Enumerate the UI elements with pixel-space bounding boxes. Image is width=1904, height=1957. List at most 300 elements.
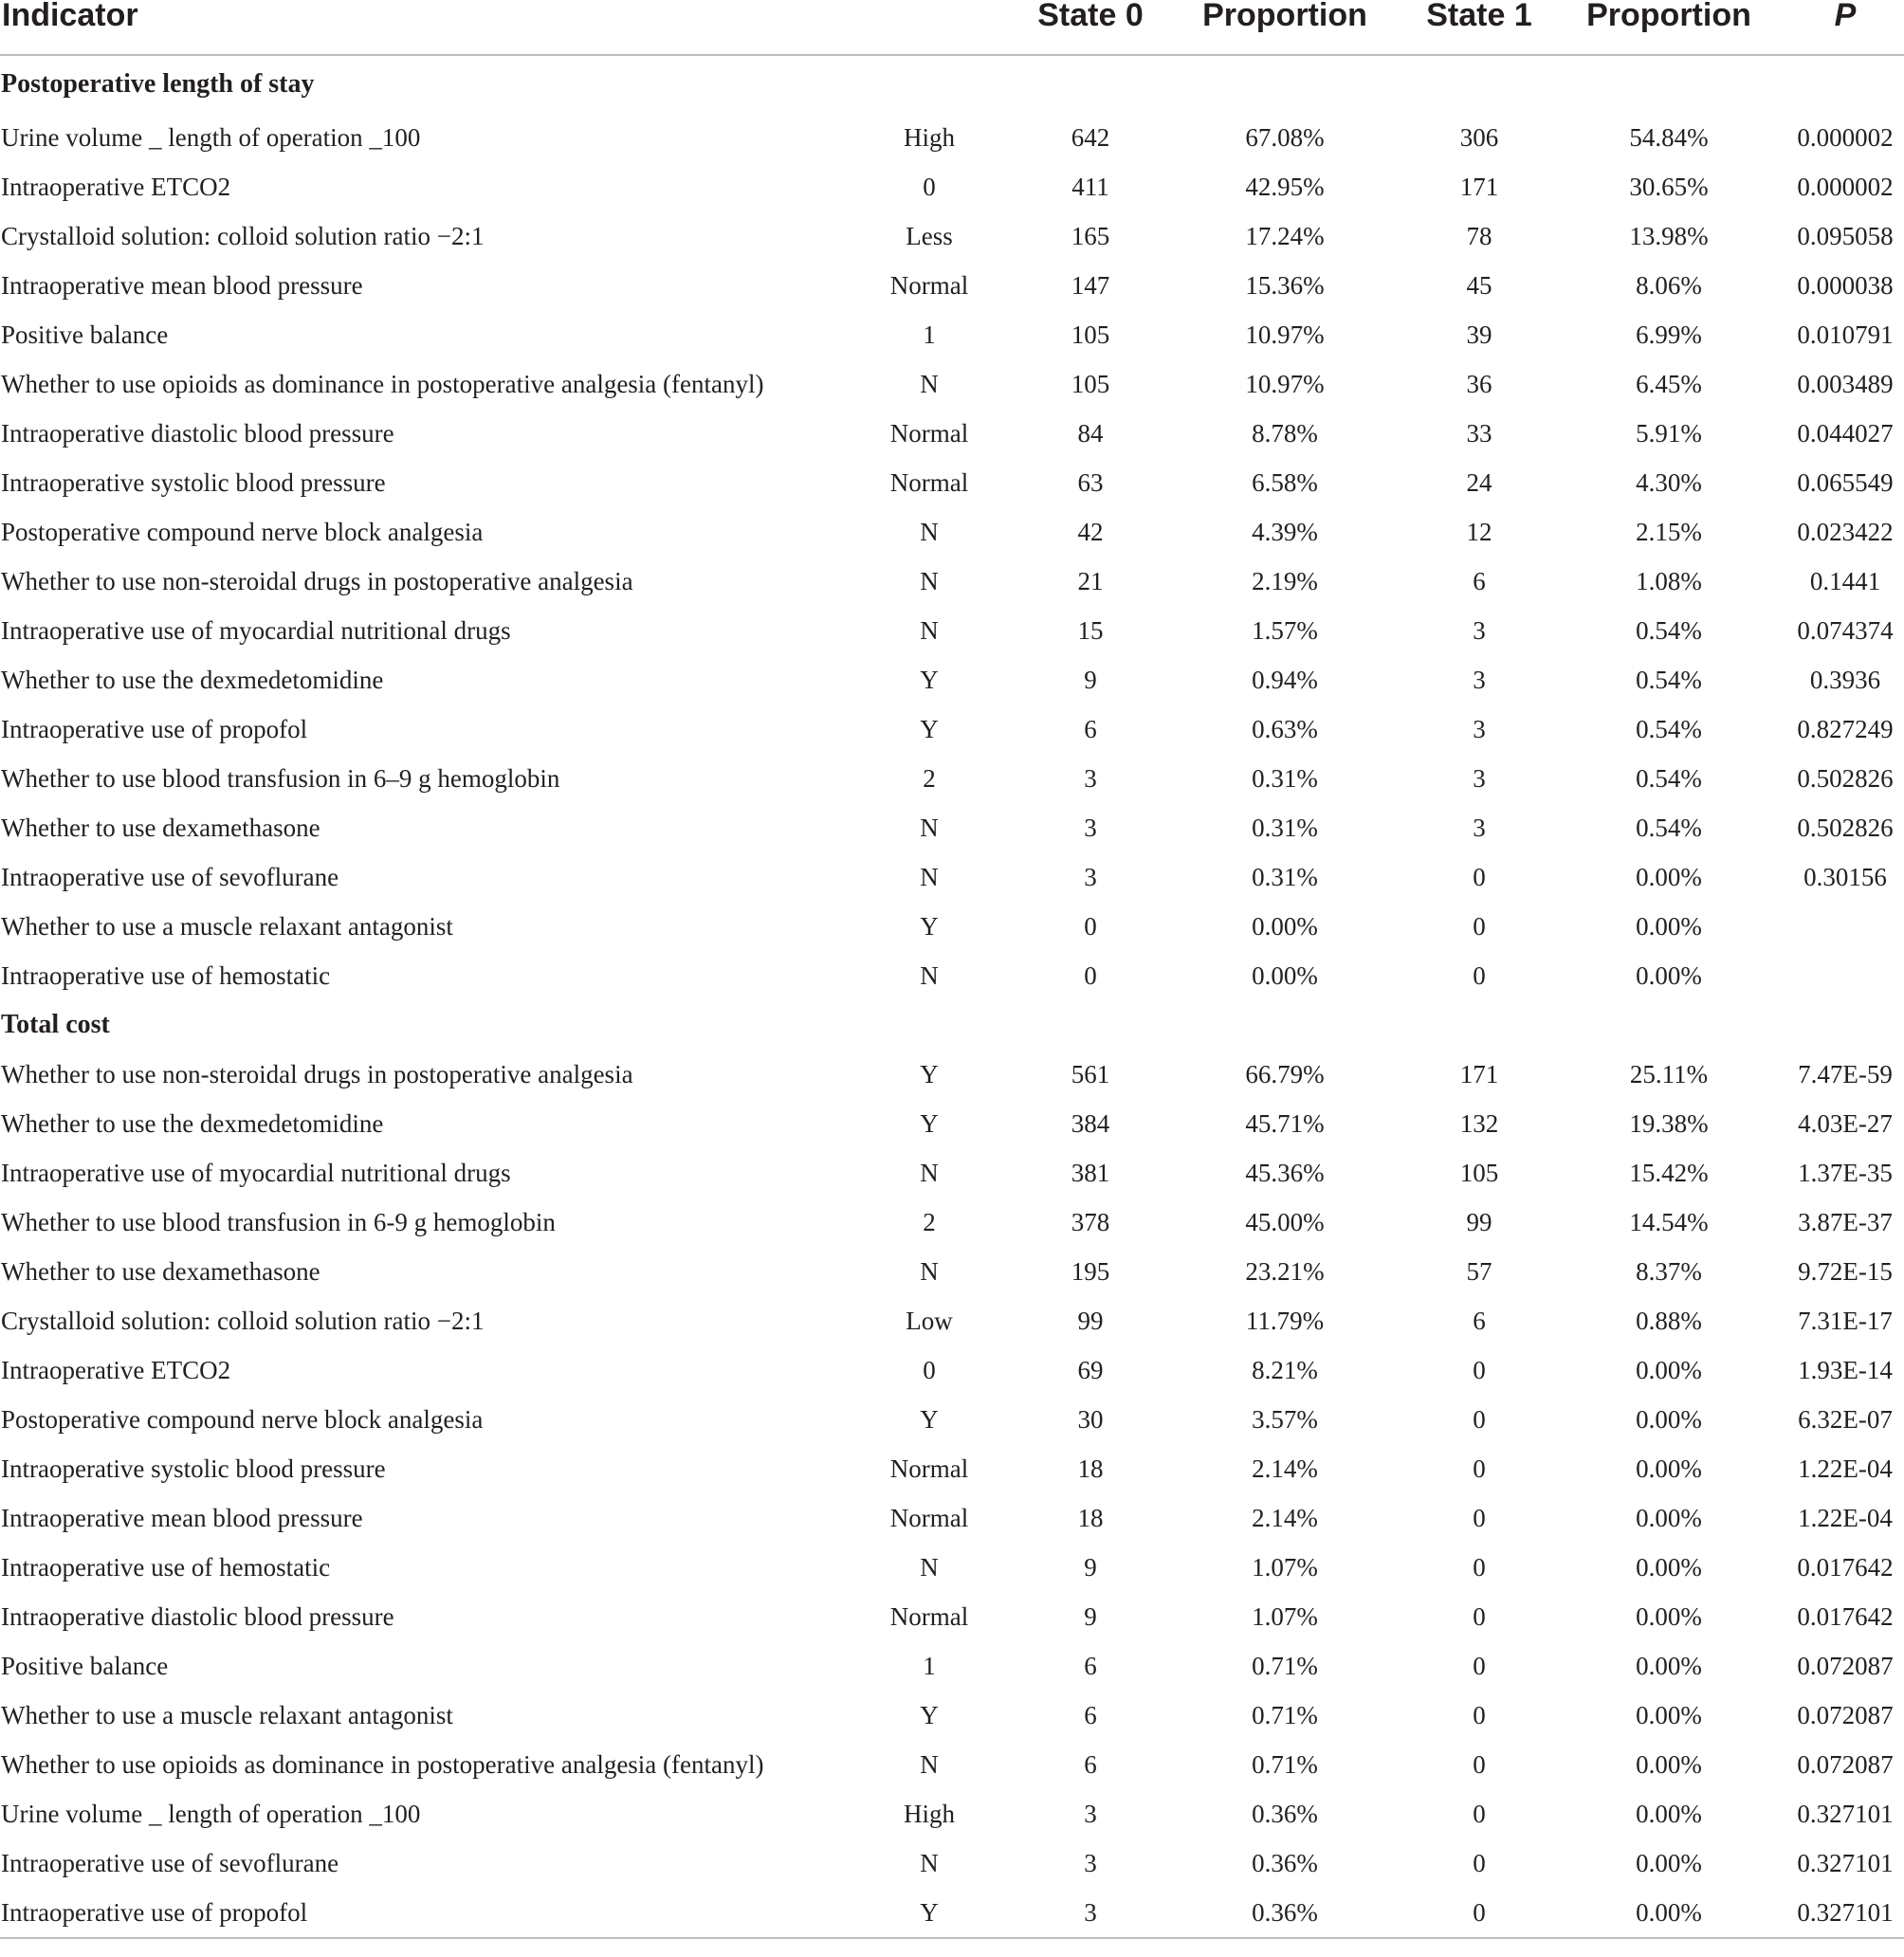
state0-proportion-cell: 8.78% [1252,419,1318,448]
state1-proportion-cell: 0.00% [1636,1750,1702,1779]
state0-proportion-cell: 1.07% [1252,1602,1318,1631]
table-header [0,0,1904,55]
p-value-cell: 6.32E-07 [1798,1405,1893,1434]
level-cell: N [920,1553,939,1582]
p-value-cell: 0.000002 [1797,123,1894,152]
state1-proportion-cell: 0.00% [1636,1356,1702,1384]
table-row [0,1099,1904,1148]
state1-proportion-cell: 25.11% [1629,1060,1709,1088]
state1-count-cell: 39 [1466,320,1492,349]
state1-count-cell: 0 [1473,1553,1486,1582]
indicator-cell: Postoperative compound nerve block analgesia [1,1405,484,1434]
p-value-cell: 1.22E-04 [1798,1504,1893,1532]
table-row [0,557,1904,606]
state0-proportion-cell: 0.00% [1252,912,1318,941]
table-row [0,162,1904,211]
state0-count-cell: 9 [1084,666,1097,694]
state1-proportion-cell: 5.91% [1636,419,1702,448]
state0-proportion-cell: 1.57% [1252,616,1318,645]
state1-count-cell: 0 [1384,1888,1574,1938]
state0-proportion-cell: 0.36% [1252,1849,1318,1877]
state1-proportion-cell: 8.06% [1636,271,1702,300]
state1-proportion-cell: 0.00% [1636,1652,1702,1680]
level-cell: Less [906,222,953,250]
indicator-cell: Intraoperative mean blood pressure [1,271,363,300]
state1-count-cell: 3 [1473,616,1486,645]
p-value-cell [1764,902,1904,951]
table-row [0,507,1904,557]
indicator-cell: Intraoperative diastolic blood pressure [1,1602,394,1631]
state1-count-cell: 45 [1466,271,1492,300]
state1-proportion-cell: 19.38% [1629,1109,1709,1138]
level-cell: 0 [923,173,936,201]
state0-proportion-cell: 0.00% [1252,961,1318,990]
state0-proportion-cell: 10.97% [1245,320,1325,349]
table-row [0,310,1904,359]
state1-proportion-cell: 0.00% [1636,1849,1702,1877]
level-cell: High [904,123,955,152]
state0-count-cell: 30 [1077,1405,1104,1434]
table-row [0,1543,1904,1592]
header-indicator: Indicator [0,0,863,55]
p-value-cell: 0.044027 [1797,419,1894,448]
state0-count-cell: 6 [1084,1750,1097,1779]
state0-count-cell: 6 [1084,1652,1097,1680]
table-row [0,458,1904,507]
p-value-cell: 1.93E-14 [1798,1356,1893,1384]
state1-proportion-cell: 30.65% [1629,173,1709,201]
state0-count-cell: 18 [1077,1454,1104,1483]
indicator-cell: Intraoperative mean blood pressure [1,1504,363,1532]
state1-count-cell: 132 [1459,1109,1499,1138]
p-value-cell: 0.010791 [1797,320,1894,349]
p-value-cell: 0.003489 [1797,370,1894,398]
state1-count-cell: 0 [1473,1454,1486,1483]
state1-count-cell: 0 [1473,912,1486,941]
indicator-cell: Whether to use the dexmedetomidine [1,666,384,694]
state0-count-cell: 3 [996,1888,1185,1938]
state1-count-cell: 0 [1473,961,1486,990]
level-cell: N [920,1750,939,1779]
level-cell: N [920,863,939,891]
level-cell: Normal [889,1454,969,1483]
state0-proportion-cell: 66.79% [1245,1060,1325,1088]
p-value-cell: 0.1441 [1809,567,1881,595]
table-row [0,1592,1904,1641]
header-row [0,0,1904,55]
state0-proportion-cell: 0.71% [1252,1750,1318,1779]
state0-proportion-cell: 2.14% [1252,1504,1318,1532]
table-row [0,1888,1904,1938]
state0-proportion-cell: 0.31% [1252,764,1318,793]
p-value-cell: 0.327101 [1764,1888,1904,1938]
state0-proportion-cell: 15.36% [1245,271,1325,300]
state1-proportion-cell: 13.98% [1629,222,1709,250]
state0-count-cell: 147 [1071,271,1110,300]
indicator-cell: Intraoperative use of hemostatic [1,1553,331,1582]
state1-count-cell: 0 [1473,1701,1486,1729]
state1-count-cell: 0 [1473,1800,1486,1828]
state1-proportion-cell: 1.08% [1636,567,1702,595]
state0-proportion-cell: 0.36% [1185,1888,1384,1938]
state1-proportion-cell: 0.00% [1636,1504,1702,1532]
state0-proportion-cell: 17.24% [1245,222,1325,250]
p-value-cell: 0.327101 [1797,1800,1894,1828]
state0-count-cell: 6 [1084,715,1097,743]
state1-proportion-cell: 0.54% [1636,715,1702,743]
indicator-cell: Intraoperative ETCO2 [1,173,231,201]
indicator-cell: Intraoperative use of hemostatic [1,961,331,990]
state0-proportion-cell: 3.57% [1252,1405,1318,1434]
state0-proportion-cell: 67.08% [1245,123,1325,152]
section-header-row [0,55,1904,113]
indicator-cell: Intraoperative use of myocardial nutritional drugs [1,616,511,645]
state0-proportion-cell: 11.79% [1245,1307,1325,1335]
state1-proportion-cell: 15.42% [1629,1159,1709,1187]
state1-proportion-cell: 0.00% [1636,863,1702,891]
indicator-cell: Intraoperative use of propofol [0,1888,863,1938]
p-value-cell: 0.017642 [1797,1553,1894,1582]
state0-proportion-cell: 0.36% [1252,1800,1318,1828]
state0-proportion-cell: 10.97% [1245,370,1325,398]
state1-proportion-cell: 2.15% [1636,518,1702,546]
state0-count-cell: 0 [1084,912,1097,941]
p-value-cell: 4.03E-27 [1798,1109,1893,1138]
state1-proportion-cell: 0.54% [1636,666,1702,694]
state1-count-cell: 6 [1473,1307,1486,1335]
state1-count-cell: 12 [1466,518,1492,546]
level-cell: Normal [889,271,969,300]
indicator-cell: Urine volume _ length of operation _100 [1,1800,421,1828]
state1-proportion-cell: 14.54% [1629,1208,1709,1236]
level-cell: N [920,616,939,645]
state0-count-cell: 18 [1077,1504,1104,1532]
state0-count-cell: 0 [1084,961,1097,990]
table-row [0,852,1904,902]
level-cell: N [920,814,939,842]
state1-proportion-cell: 6.45% [1636,370,1702,398]
state1-count-cell: 78 [1466,222,1492,250]
p-value-cell: 1.37E-35 [1798,1159,1893,1187]
state0-count-cell: 9 [1084,1602,1097,1631]
state1-count-cell: 0 [1473,863,1486,891]
table-row [0,1740,1904,1789]
table-row [0,754,1904,803]
indicator-cell: Whether to use non-steroidal drugs in postoperative analgesia [1,1060,633,1088]
state0-count-cell: 105 [1071,370,1110,398]
state0-count-cell: 84 [1077,419,1104,448]
state0-count-cell: 642 [1071,123,1110,152]
table-row [0,211,1904,261]
level-cell: Normal [889,468,969,497]
indicator-cell: Intraoperative diastolic blood pressure [1,419,394,448]
state1-proportion-cell: 0.88% [1636,1307,1702,1335]
table-row [0,606,1904,655]
level-cell: N [920,370,939,398]
state0-count-cell: 15 [1077,616,1104,645]
indicator-cell: Whether to use the dexmedetomidine [1,1109,384,1138]
indicator-cell: Whether to use non-steroidal drugs in postoperative analgesia [1,567,633,595]
state1-count-cell: 3 [1473,715,1486,743]
state0-count-cell: 3 [1084,1800,1097,1828]
indicator-cell: Intraoperative use of sevoflurane [1,1849,339,1877]
state0-count-cell: 384 [1071,1109,1110,1138]
state0-count-cell: 195 [1071,1257,1110,1286]
state1-count-cell: 57 [1466,1257,1492,1286]
table-row [0,1050,1904,1099]
indicator-cell: Whether to use blood transfusion in 6-9 g hemoglobin [1,1208,556,1236]
indicator-cell: Crystalloid solution: colloid solution ratio −2:1 [1,1307,485,1335]
level-cell: N [920,518,939,546]
table-row [0,951,1904,1000]
indicator-cell: Intraoperative systolic blood pressure [1,468,386,497]
p-value-cell: 0.072087 [1797,1701,1894,1729]
state1-proportion-cell: 54.84% [1629,123,1709,152]
table-row [0,1345,1904,1395]
state0-proportion-cell: 1.07% [1252,1553,1318,1582]
p-value-cell: 0.023422 [1797,518,1894,546]
level-cell: High [904,1800,955,1828]
state1-proportion-cell: 0.00% [1636,961,1702,990]
state1-proportion-cell: 0.54% [1636,814,1702,842]
level-cell: Y [920,1405,939,1434]
state0-count-cell: 63 [1077,468,1104,497]
p-value-cell: 0.072087 [1797,1652,1894,1680]
state0-proportion-cell: 2.19% [1252,567,1318,595]
p-value-cell [1764,951,1904,1000]
state1-count-cell: 0 [1473,1750,1486,1779]
state1-count-cell: 0 [1473,1504,1486,1532]
state1-count-cell: 6 [1473,567,1486,595]
state1-count-cell: 0 [1473,1652,1486,1680]
p-value-cell: 0.074374 [1797,616,1894,645]
indicator-cell: Intraoperative ETCO2 [1,1356,231,1384]
table-row [0,1789,1904,1838]
p-value-cell: 0.327101 [1797,1849,1894,1877]
state0-count-cell: 99 [1077,1307,1104,1335]
indicator-cell: Intraoperative use of propofol [1,715,308,743]
state0-proportion-cell: 42.95% [1245,173,1325,201]
p-value-cell: 9.72E-15 [1798,1257,1893,1286]
table-row [0,1148,1904,1198]
state0-proportion-cell: 0.31% [1252,863,1318,891]
indicator-cell: Postoperative compound nerve block analgesia [1,518,484,546]
indicator-cell: Positive balance [1,1652,169,1680]
p-value-cell: 7.47E-59 [1798,1060,1893,1088]
table-row [0,409,1904,458]
p-value-cell: 0.000002 [1797,173,1894,201]
state1-proportion-cell: 0.00% [1574,1888,1764,1938]
indicator-cell: Whether to use blood transfusion in 6–9 g hemoglobin [1,764,560,793]
level-cell: Y [920,1109,939,1138]
state0-proportion-cell: 23.21% [1245,1257,1325,1286]
level-cell: N [920,1849,939,1877]
level-cell: Normal [889,1602,969,1631]
section-title: Postoperative length of stay [1,69,315,99]
state0-proportion-cell: 8.21% [1252,1356,1318,1384]
level-cell: Normal [889,1504,969,1532]
state0-proportion-cell: 0.94% [1252,666,1318,694]
level-cell: N [920,961,939,990]
level-cell: Y [863,1888,996,1938]
state1-count-cell: 3 [1473,764,1486,793]
table-row [0,1247,1904,1296]
state0-proportion-cell: 2.14% [1252,1454,1318,1483]
level-cell: N [920,1257,939,1286]
state0-count-cell: 165 [1071,222,1110,250]
state1-proportion-cell: 0.00% [1636,1553,1702,1582]
table-row [0,359,1904,409]
indicator-cell: Whether to use opioids as dominance in postoperative analgesia (fentanyl) [1,370,764,398]
state0-count-cell: 21 [1077,567,1104,595]
state0-count-cell: 6 [1084,1701,1097,1729]
table-row [0,1838,1904,1888]
table-row [0,655,1904,704]
state1-proportion-cell: 0.00% [1636,1701,1702,1729]
header-proportion0: Proportion [1185,0,1384,55]
header-state1: State 1 [1384,0,1574,55]
level-cell: Y [920,1060,939,1088]
state0-count-cell: 3 [1084,814,1097,842]
table-row [0,803,1904,852]
p-value-cell: 0.827249 [1797,715,1894,743]
state0-proportion-cell: 0.63% [1252,715,1318,743]
level-cell: 2 [923,764,936,793]
indicator-cell: Urine volume _ length of operation _100 [1,123,421,152]
state1-count-cell: 24 [1466,468,1492,497]
table-row [0,1198,1904,1247]
state0-proportion-cell: 45.36% [1245,1159,1325,1187]
level-cell: N [920,1159,939,1187]
table-row [0,902,1904,951]
level-cell: Normal [889,419,969,448]
indicator-cell: Crystalloid solution: colloid solution ratio −2:1 [1,222,485,250]
state1-count-cell: 99 [1466,1208,1492,1236]
level-cell: Y [920,666,939,694]
table-row [0,704,1904,754]
header-level [863,0,996,55]
p-value-cell: 0.502826 [1797,764,1894,793]
state1-count-cell: 3 [1473,666,1486,694]
indicator-cell: Whether to use a muscle relaxant antagonist [1,1701,453,1729]
state0-proportion-cell: 45.71% [1245,1109,1325,1138]
p-value-cell: 0.072087 [1797,1750,1894,1779]
state1-count-cell: 105 [1459,1159,1499,1187]
state0-proportion-cell: 45.00% [1245,1208,1325,1236]
state1-count-cell: 306 [1459,123,1499,152]
state0-proportion-cell: 4.39% [1252,518,1318,546]
indicator-cell: Intraoperative use of sevoflurane [1,863,339,891]
level-cell: 0 [923,1356,936,1384]
header-p: P [1764,0,1904,55]
indicator-cell: Positive balance [1,320,169,349]
state0-count-cell: 378 [1071,1208,1110,1236]
state0-proportion-cell: 6.58% [1252,468,1318,497]
state0-proportion-cell: 0.31% [1252,814,1318,842]
state1-count-cell: 0 [1473,1405,1486,1434]
section-header-row [0,1000,1904,1050]
level-cell: Y [920,1701,939,1729]
state1-count-cell: 36 [1466,370,1492,398]
state1-proportion-cell: 0.00% [1636,1405,1702,1434]
state1-proportion-cell: 0.00% [1636,1454,1702,1483]
level-cell: 2 [923,1208,936,1236]
indicator-cell: Intraoperative use of myocardial nutritional drugs [1,1159,511,1187]
level-cell: Y [920,912,939,941]
state1-count-cell: 0 [1473,1602,1486,1631]
state0-count-cell: 411 [1071,173,1109,201]
state0-count-cell: 3 [1084,764,1097,793]
state1-count-cell: 3 [1473,814,1486,842]
p-value-cell: 0.000038 [1797,271,1894,300]
state0-count-cell: 105 [1071,320,1110,349]
state0-proportion-cell: 0.71% [1252,1701,1318,1729]
table-row [0,1691,1904,1740]
table-row [0,113,1904,162]
state1-proportion-cell: 4.30% [1636,468,1702,497]
indicator-cell: Whether to use dexamethasone [1,814,320,842]
state1-count-cell: 0 [1473,1849,1486,1877]
level-cell: 1 [923,1652,936,1680]
p-value-cell: 0.30156 [1803,863,1887,891]
state1-proportion-cell: 8.37% [1636,1257,1702,1286]
state0-count-cell: 561 [1071,1060,1110,1088]
indicator-cell: Whether to use a muscle relaxant antagonist [1,912,453,941]
state0-count-cell: 3 [1084,863,1097,891]
state1-count-cell: 33 [1466,419,1492,448]
header-state0: State 0 [996,0,1185,55]
level-cell: Low [906,1307,953,1335]
state0-count-cell: 69 [1077,1356,1104,1384]
state0-count-cell: 42 [1077,518,1104,546]
state1-proportion-cell: 6.99% [1636,320,1702,349]
indicator-cell: Whether to use opioids as dominance in postoperative analgesia (fentanyl) [1,1750,764,1779]
table-row [0,1296,1904,1345]
level-cell: Y [920,715,939,743]
table-body [0,55,1904,1938]
state1-proportion-cell: 0.54% [1636,764,1702,793]
table-row [0,1493,1904,1543]
state0-count-cell: 3 [1084,1849,1097,1877]
p-value-cell: 0.3936 [1809,666,1881,694]
p-value-cell: 0.065549 [1797,468,1894,497]
state1-proportion-cell: 0.00% [1636,912,1702,941]
p-value-cell: 0.502826 [1797,814,1894,842]
state1-count-cell: 0 [1473,1356,1486,1384]
table-row [0,261,1904,310]
p-value-cell: 3.87E-37 [1798,1208,1893,1236]
state0-count-cell: 381 [1071,1159,1110,1187]
header-proportion1: Proportion [1574,0,1764,55]
state1-count-cell: 171 [1459,1060,1499,1088]
table-row [0,1641,1904,1691]
p-value-cell: 0.095058 [1797,222,1894,250]
state0-proportion-cell: 0.71% [1252,1652,1318,1680]
table-row [0,1395,1904,1444]
level-cell: N [920,567,939,595]
state1-proportion-cell: 0.54% [1636,616,1702,645]
indicator-cell: Whether to use dexamethasone [1,1257,320,1286]
level-cell: 1 [923,320,936,349]
state1-count-cell: 171 [1459,173,1499,201]
p-value-cell: 0.017642 [1797,1602,1894,1631]
state1-proportion-cell: 0.00% [1636,1800,1702,1828]
p-value-cell: 7.31E-17 [1798,1307,1893,1335]
p-value-cell: 1.22E-04 [1798,1454,1893,1483]
state1-proportion-cell: 0.00% [1636,1602,1702,1631]
table-row [0,1444,1904,1493]
section-title: Total cost [1,1010,110,1039]
